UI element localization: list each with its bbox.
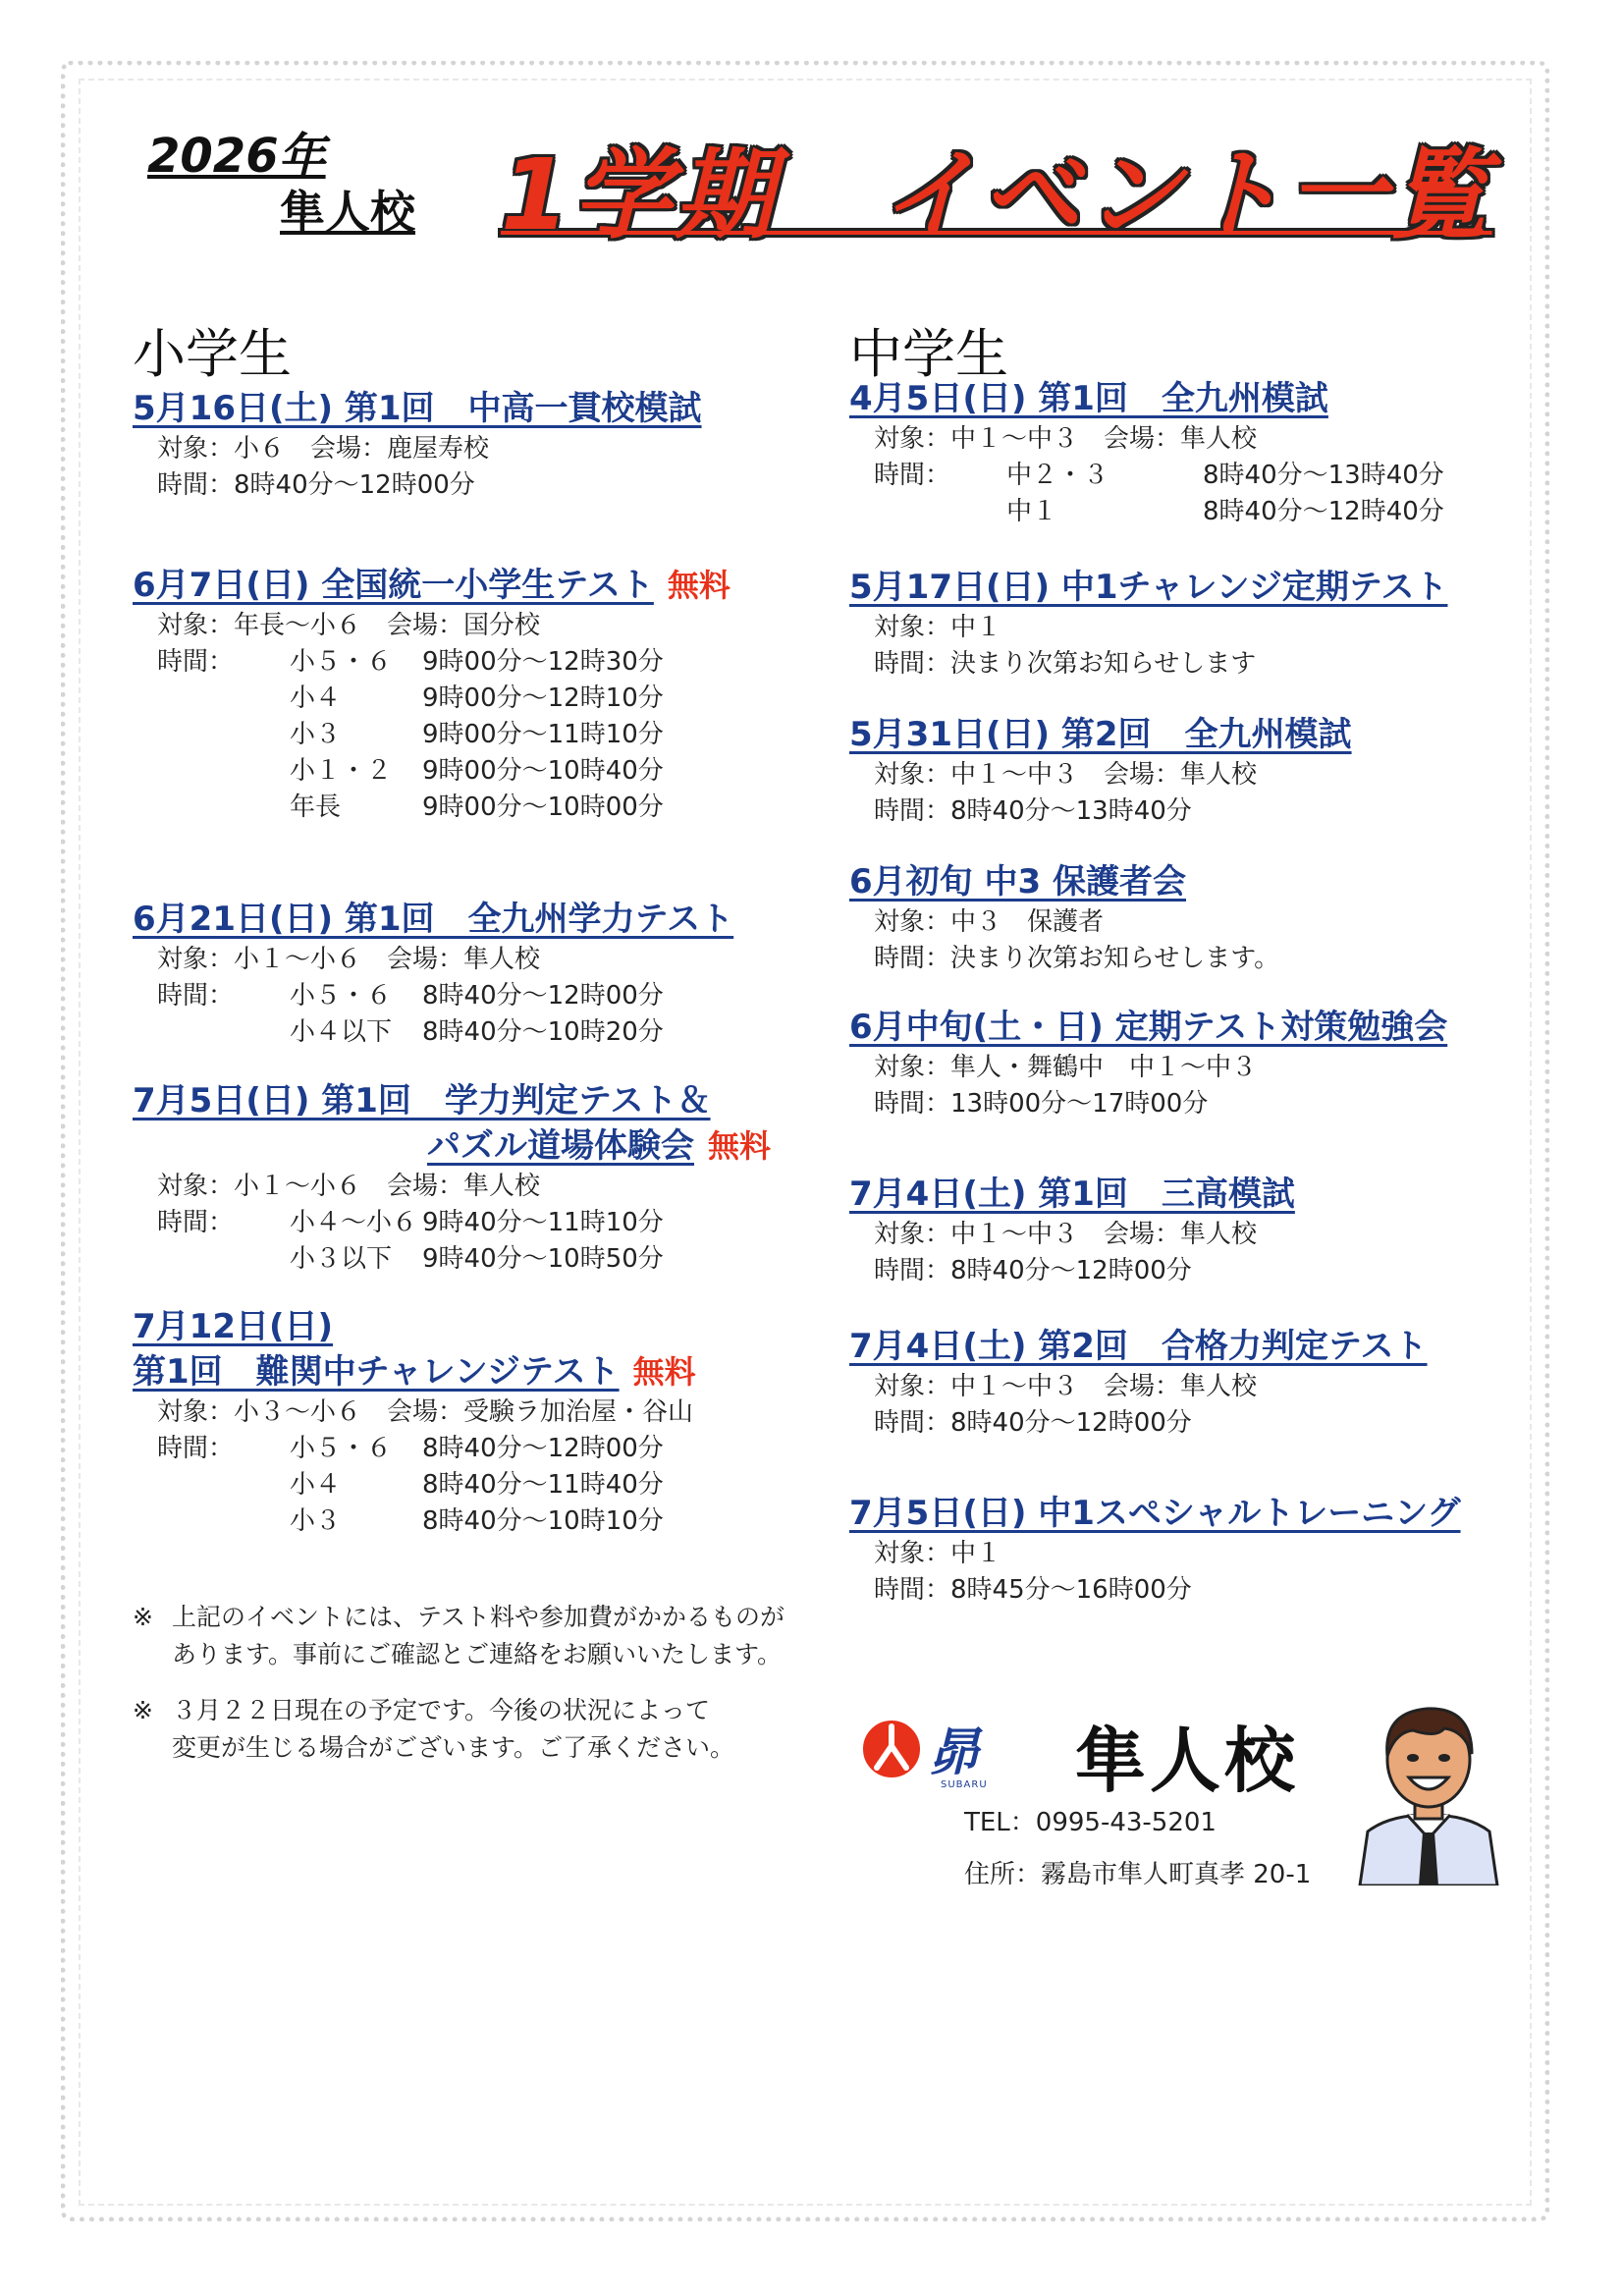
- event-target: 対象：小１～小６ 会場：隼人校: [157, 945, 541, 974]
- event-time: 時間：8時40分～13時40分: [874, 796, 1192, 826]
- event-title: 7月5日(日) 中1スペシャルトレーニング: [849, 1494, 1461, 1533]
- event-target: 対象：中１～中３ 会場：隼人校: [874, 424, 1258, 454]
- event-title: 4月5日(日) 第1回 全九州模試: [849, 379, 1328, 418]
- subaru-logo-icon: [859, 1717, 924, 1781]
- schedule-row: 時間： 小５・６ 8時40分～12時00分: [157, 981, 664, 1011]
- event-title: 7月5日(日) 第1回 学力判定テスト＆: [133, 1081, 711, 1121]
- elem-event-2: [133, 563, 730, 826]
- schedule-row: 小３以下 9時40分～10時50分: [290, 1244, 664, 1274]
- elementary-heading: 小学生: [133, 323, 292, 385]
- schedule-row: 小３ 8時40分～10時10分: [290, 1506, 664, 1536]
- elem-event-3: [133, 897, 733, 1051]
- junior-heading: 中学生: [849, 323, 1008, 385]
- event-target: 対象：年長～小６ 会場：国分校: [157, 611, 541, 640]
- event-target: 対象：中１～中３ 会場：隼人校: [874, 760, 1258, 790]
- event-title: 5月17日(日) 中1チャレンジ定期テスト: [849, 568, 1448, 607]
- schedule-row: 時間： 小５・６ 9時00分～12時30分: [157, 647, 664, 677]
- schedule-row: 時間： 小４～小６ 9時40分～11時10分: [157, 1208, 664, 1237]
- footer-school-name: 隼人校: [1075, 1720, 1300, 1802]
- subaru-logo-text: 昴: [928, 1722, 980, 1782]
- event-title: 5月16日(土) 第1回 中高一貫校模試: [133, 389, 702, 428]
- schedule-row: 時間： 中２・３ 8時40分～13時40分: [874, 461, 1444, 490]
- page-title: 1学期 イベント一覧: [501, 137, 1492, 252]
- footer-address: 住所：霧島市隼人町真孝 20-1: [964, 1860, 1312, 1889]
- event-title: 6月初旬 中3 保護者会: [849, 862, 1186, 902]
- footer-tel: TEL：0995-43-5201: [964, 1808, 1217, 1837]
- mascot-teacher-icon: [1350, 1699, 1507, 1886]
- event-target: 対象：中１: [874, 1539, 1002, 1568]
- junior-event-3: [849, 712, 1352, 830]
- event-target: 対象：中３ 保護者: [874, 907, 1105, 937]
- junior-event-7: [849, 1324, 1428, 1442]
- event-time: 時間：8時45分～16時00分: [874, 1575, 1192, 1605]
- schedule-row: 小４以下 8時40分～10時20分: [290, 1017, 664, 1047]
- schedule-row: 小４ 9時00分～12時10分: [290, 683, 664, 713]
- header-year: 2026年: [147, 129, 326, 184]
- junior-event-5: [849, 1005, 1447, 1122]
- event-title: 7月12日(日): [133, 1307, 334, 1346]
- event-title: 5月31日(日) 第2回 全九州模試: [849, 715, 1352, 754]
- elem-event-1: [133, 386, 702, 504]
- elem-event-5: [133, 1304, 696, 1540]
- free-badge: 無料: [667, 567, 730, 604]
- event-target: 対象：中１: [874, 613, 1002, 642]
- schedule-row: 小１・２ 9時00分～10時40分: [290, 756, 664, 786]
- subaru-logo-small: SUBARU: [941, 1779, 988, 1790]
- event-title: 6月21日(日) 第1回 全九州学力テスト: [133, 900, 734, 939]
- event-target: 対象：中１～中３ 会場：隼人校: [874, 1372, 1258, 1401]
- event-time: 時間：決まり次第お知らせします: [874, 649, 1257, 679]
- junior-event-8: [849, 1491, 1461, 1609]
- free-badge: 無料: [708, 1127, 772, 1165]
- event-title: 7月4日(土) 第1回 三高模試: [849, 1175, 1295, 1214]
- schedule-row: 中１ 8時40分～12時40分: [1006, 497, 1444, 526]
- schedule-row: 時間： 小５・６ 8時40分～12時00分: [157, 1434, 664, 1463]
- free-badge: 無料: [632, 1353, 696, 1391]
- event-time: 時間：8時40分～12時00分: [874, 1408, 1192, 1438]
- event-title-2: 第1回 難関中チャレンジテスト: [133, 1352, 620, 1392]
- event-target: 対象：隼人・舞鶴中 中１～中３: [874, 1053, 1258, 1082]
- event-time: 時間：決まり次第お知らせします。: [874, 944, 1280, 973]
- note-1: ※ 上記のイベントには、テスト料や参加費がかかるものが あります。事前にご確認とご連絡をお願いいたします。: [133, 1603, 785, 1668]
- junior-event-6: [849, 1172, 1295, 1289]
- event-time: 時間：13時00分～17時00分: [874, 1089, 1209, 1119]
- event-title: 7月4日(土) 第2回 合格力判定テスト: [849, 1327, 1428, 1366]
- header-school: 隼人校: [280, 186, 415, 239]
- schedule-row: 年長 9時00分～10時00分: [290, 793, 664, 822]
- event-title: 6月中旬(土・日) 定期テスト対策勉強会: [849, 1008, 1448, 1047]
- event-title: 6月7日(日) 全国統一小学生テスト: [133, 566, 654, 605]
- junior-event-4: [849, 859, 1279, 977]
- schedule-row: 小３ 9時00分～11時10分: [290, 720, 664, 749]
- event-target: 対象：小３～小６ 会場：受験ラ加治屋・谷山: [157, 1397, 694, 1427]
- event-time: 時間：8時40分～12時00分: [157, 470, 475, 500]
- event-target: 対象：小６ 会場：鹿屋寿校: [157, 434, 490, 464]
- junior-event-2: [849, 565, 1447, 683]
- event-target: 対象：小１～小６ 会場：隼人校: [157, 1172, 541, 1201]
- schedule-row: 小４ 8時40分～11時40分: [290, 1470, 664, 1500]
- event-target: 対象：中１～中３ 会場：隼人校: [874, 1220, 1258, 1249]
- event-time: 時間：8時40分～12時00分: [874, 1256, 1192, 1285]
- elem-event-4: [133, 1078, 771, 1278]
- junior-event-1: [849, 376, 1444, 530]
- event-title-2: パズル道場体験会: [427, 1126, 694, 1166]
- note-2: ※ ３月２２日現在の予定です。今後の状況によって 変更が生じる場合がございます。ご了承ください。: [133, 1696, 735, 1762]
